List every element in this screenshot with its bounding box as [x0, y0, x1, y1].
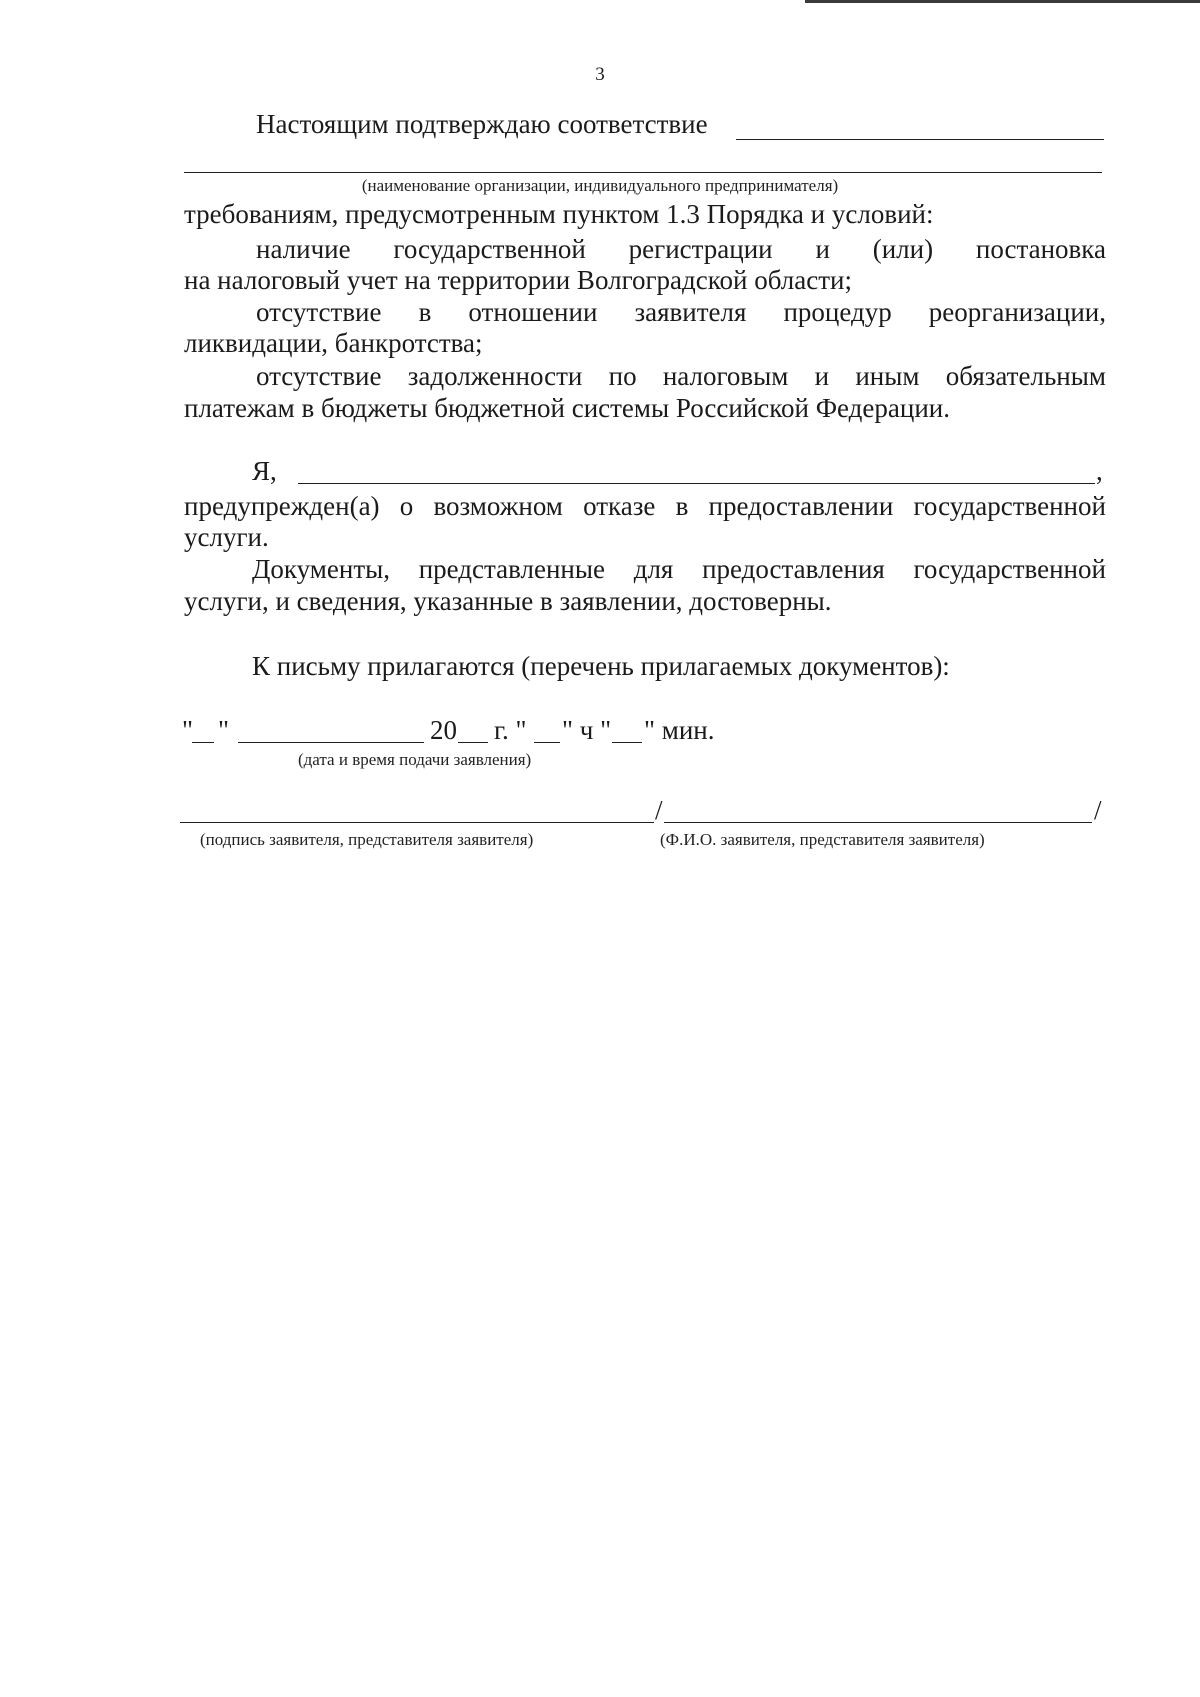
word: отношении	[468, 297, 598, 327]
word: государственной	[913, 491, 1106, 521]
word: реорганизации,	[928, 297, 1106, 327]
word: процедур	[783, 297, 892, 327]
organization-caption: (наименование организации, индивидуального предпринимателя)	[361, 176, 839, 195]
warning-line2: услуги.	[184, 522, 269, 552]
condition-registration-line2: на налоговый учет на территории Волгоградской области;	[184, 265, 852, 295]
applicant-name-blank[interactable]	[298, 483, 1095, 484]
word: отказе	[583, 491, 656, 521]
condition-no-reorganization-line2: ликвидации, банкротства;	[184, 328, 483, 358]
word: обязательным	[945, 361, 1106, 391]
warning-prefix: Я,	[252, 456, 277, 486]
word: наличие	[256, 234, 351, 264]
attachments-text: К письму прилагаются (перечень прилагаемых документов):	[252, 651, 950, 681]
signature-slash-2: /	[1094, 795, 1102, 825]
word: по	[608, 361, 637, 391]
condition-no-debt-line1	[256, 360, 1106, 392]
word: регистрации	[628, 234, 773, 264]
word: для	[633, 554, 674, 584]
word: возможном	[433, 491, 563, 521]
word: предоставления	[702, 554, 885, 584]
warning-line1	[184, 490, 1106, 522]
year-prefix: 20	[430, 715, 457, 745]
hour-blank[interactable]	[534, 742, 560, 743]
intro-text: Настоящим подтверждаю соответствие	[256, 109, 708, 139]
word: Документы,	[252, 554, 391, 584]
day-open-quote: "	[182, 715, 194, 745]
year-blank[interactable]	[458, 742, 488, 743]
day-close-quote: "	[218, 715, 230, 745]
datetime-caption: (дата и время подачи заявления)	[298, 750, 532, 769]
condition-no-reorganization-line1	[256, 296, 1106, 328]
minute-blank[interactable]	[612, 742, 642, 743]
full-name-caption: (Ф.И.О. заявителя, представителя заявителя)	[660, 830, 985, 849]
word: налоговым	[662, 361, 789, 391]
word: отсутствие	[256, 361, 382, 391]
word: в	[418, 297, 432, 327]
month-blank[interactable]	[238, 742, 424, 743]
word: государственной	[913, 554, 1106, 584]
word: (или)	[872, 234, 934, 264]
word: заявителя	[634, 297, 747, 327]
word: отсутствие	[256, 297, 382, 327]
word: иным	[855, 361, 920, 391]
word: и	[815, 234, 830, 264]
word: о	[399, 491, 414, 521]
year-suffix: г. "	[494, 715, 527, 745]
condition-no-debt-line2: платежам в бюджеты бюджетной системы Российской Федерации.	[184, 393, 950, 423]
day-blank[interactable]	[192, 742, 214, 743]
word: государственной	[393, 234, 586, 264]
declaration-line1	[252, 553, 1106, 585]
signature-caption: (подпись заявителя, представителя заявителя)	[200, 830, 534, 849]
minute-suffix: " мин.	[644, 715, 715, 745]
organization-blank-1[interactable]	[736, 139, 1104, 140]
intro-continuation: требованиям, предусмотренным пунктом 1.3 Порядка и условий:	[184, 199, 934, 229]
word: задолженности	[407, 361, 583, 391]
condition-registration-line1	[256, 233, 1106, 265]
page-number: 3	[595, 64, 605, 85]
declaration-line2: услуги, и сведения, указанные в заявлении, достоверны.	[184, 586, 832, 616]
signature-blank[interactable]	[180, 822, 654, 823]
word: и	[814, 361, 830, 391]
word: в	[675, 491, 689, 521]
warning-comma: ,	[1096, 456, 1103, 486]
hour-suffix: " ч "	[562, 715, 612, 745]
word: предупрежден(а)	[184, 491, 380, 521]
signature-slash-1: /	[655, 795, 663, 825]
word: постановка	[975, 234, 1106, 264]
organization-blank-2[interactable]	[184, 172, 1102, 173]
word: предоставлении	[708, 491, 894, 521]
scan-edge-mark	[805, 0, 1200, 3]
word: представленные	[418, 554, 606, 584]
full-name-blank[interactable]	[664, 822, 1092, 823]
